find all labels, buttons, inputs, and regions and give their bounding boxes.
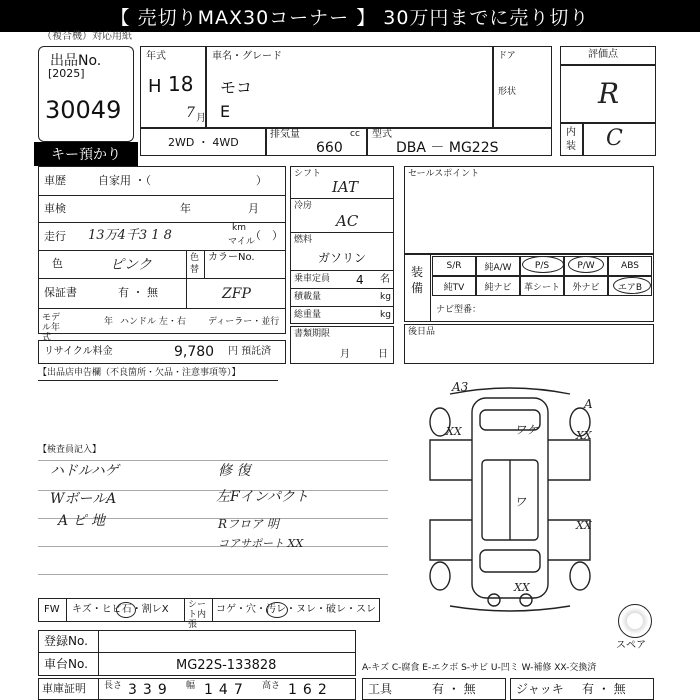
equipment-item: 外ナビ (564, 276, 608, 296)
color-no-label: カラーNo. (208, 252, 255, 263)
document-deadline-unit: 月 (340, 349, 350, 360)
airbag-circle (613, 277, 651, 294)
document-deadline-label: 書類期限 (294, 329, 331, 339)
mileage-label: 走行 (44, 230, 66, 243)
inspector-note-left-3: A ピ 地 (58, 513, 106, 529)
displacement-value: 660 (316, 140, 343, 156)
windshield-fw: FW (44, 604, 60, 615)
door-label: ドア (498, 51, 516, 61)
mileage-paren: （ ） (250, 229, 283, 242)
equipment-item: エアB (608, 276, 652, 296)
cut-header: （複合機）対応用紙 (42, 31, 132, 42)
color-no-value: ZFP (222, 286, 251, 302)
load-unit: kg (380, 292, 391, 302)
month-unit: 月 (196, 113, 206, 124)
tools-label: 工具 (368, 682, 393, 696)
spare-label: スペア (616, 640, 646, 651)
spare-tire-icon (618, 604, 652, 638)
navi-model-label: ナビ型番： (436, 305, 482, 315)
chassis-label: 車台No. (44, 657, 88, 671)
inspector-note-right-2: 左Fインパクト (216, 489, 309, 505)
inspector-label: 【検査員記入】 (38, 445, 102, 455)
car-damage-diagram (410, 380, 610, 616)
diagram-mark-xx-4: XX (514, 581, 530, 594)
pw-circle (568, 256, 604, 273)
fuel-label: 燃料 (294, 235, 313, 245)
inspector-note-left-2: WボールA (50, 491, 117, 507)
width-label: 幅 (186, 681, 196, 691)
drive-text: 2WD ・ 4WD (168, 136, 239, 149)
diagram-mark-xx-3: XX (576, 519, 592, 532)
seller-report-label: 【出品店申告欄（不良箇所・欠品・注意事項等）】 (38, 368, 241, 378)
diagram-mark-wa: ワ (514, 495, 527, 509)
car-grade: E (220, 102, 231, 121)
equipment-item: 純ナビ (476, 276, 520, 296)
height-label: 高さ (262, 681, 281, 691)
cooler-label: 冷房 (294, 201, 313, 211)
model-type-value: DBA － MG22S (396, 140, 499, 156)
lot-year-tag: [2025] (48, 67, 85, 80)
model-row-handle: ハンドル 左・右 (120, 317, 186, 327)
sales-point-box (404, 166, 654, 254)
color-change-label: 色替 (190, 253, 200, 275)
recycle-value: 9,780 (174, 344, 215, 360)
jack-label: ジャッキ (516, 682, 564, 696)
shift-value: IAT (332, 178, 358, 196)
model-row-dealer: ディーラー・並行 (208, 317, 280, 327)
inspector-note-right-3: Rフロア 明 (218, 517, 279, 531)
shift-label: シフト (294, 169, 322, 179)
banner: 【 売切りMAX30コーナー 】 30万円までに売り切り (0, 0, 700, 32)
length-value: 339 (128, 682, 173, 698)
mileage-unit-km: km (232, 223, 246, 233)
car-name-label: 車名・グレード (212, 51, 282, 62)
inspector-note-left-1: ハドルハゲ (50, 463, 119, 479)
hibi-circle (116, 602, 136, 618)
warranty-label: 保証書 (44, 286, 77, 299)
diagram-mark-xx-1: XX (446, 425, 462, 438)
inspection-month: 月 (248, 202, 259, 215)
weight-unit: kg (380, 310, 391, 320)
registration-label: 登録No. (44, 634, 88, 648)
mileage-value: 13万4千3 1 8 (88, 228, 172, 243)
history-value: 自家用 ・（ (98, 174, 151, 187)
inspection-label: 車検 (44, 202, 66, 215)
model-type-label: 型式 (372, 129, 392, 140)
inspector-note-right-4: コアサポート XX (218, 537, 304, 550)
weight-label: 総重量 (294, 310, 322, 320)
load-label: 積載量 (294, 292, 322, 302)
length-label: 長さ (104, 681, 123, 691)
evaluation-score: R (598, 77, 620, 110)
jack-value: 有 ・ 無 (582, 682, 626, 696)
equipment-item: P/S (520, 256, 564, 276)
windshield-items: キズ・ヒビ石・割レX (72, 604, 169, 615)
lot-label: 出品No. (50, 53, 102, 69)
equipment-item: ABS (608, 256, 652, 276)
model-row-label: モデル年式 (42, 313, 61, 343)
year-era: H (148, 76, 162, 97)
seat-label: 乗車定員 (294, 274, 331, 284)
history-label: 車歴 (44, 174, 66, 187)
document-deadline-day: 日 (378, 349, 388, 360)
equipment-item: 純TV (432, 276, 476, 296)
inspection-year: 年 (180, 202, 191, 215)
evaluation-label: 評価点 (588, 49, 618, 60)
recycle-label: リサイクル料金 (44, 346, 113, 357)
shape-label: 形状 (498, 87, 517, 97)
inspector-note-right-1: 修 復 (218, 463, 251, 479)
diagram-mark-a3: A3 (452, 380, 469, 394)
car-name: モコ (220, 78, 253, 97)
displacement-unit: cc (350, 129, 360, 139)
width-value: 147 (204, 682, 249, 698)
lot-number: 30049 (45, 96, 122, 124)
yogore-circle (266, 602, 288, 618)
cooler-value: AC (336, 212, 359, 230)
color-label: 色 (52, 257, 63, 270)
diagram-mark-wake: ワケ (514, 423, 539, 437)
equipment-item: P/W (564, 256, 608, 276)
history-close: ） (256, 174, 267, 187)
color-value: ピンク (110, 257, 152, 273)
key-badge: キー預かり (34, 142, 138, 166)
tools-value: 有 ・ 無 (432, 682, 476, 696)
height-value: 162 (288, 682, 333, 698)
equipment-item: S/R (432, 256, 476, 276)
equipment-item: 革シート (520, 276, 564, 296)
seat-unit: 名 (380, 274, 390, 285)
ps-circle (522, 256, 564, 273)
model-row-year: 年 (104, 317, 114, 327)
warranty-value: 有 ・ 無 (118, 286, 158, 299)
displacement-label: 排気量 (270, 129, 300, 140)
seat-interior-items: コゲ・穴・汚レ・ヌレ・破レ・スレ (216, 604, 376, 615)
equipment-label: 装備 (411, 265, 424, 295)
post-date-box (404, 324, 654, 364)
certificate-label: 車庫証明 (42, 682, 86, 695)
damage-legend: A-キズ C-腐食 E-エクボ S-サビ U-凹ミ W-補修 XX-交換済 (362, 663, 597, 673)
year-value: 18 (168, 72, 194, 96)
post-date-label: 後日品 (408, 327, 436, 337)
diagram-mark-a: A (584, 397, 593, 411)
month-value: 7 (186, 105, 195, 121)
interior-score: C (606, 126, 623, 151)
recycle-unit: 円 預託済 (228, 346, 272, 357)
interior-label: 内装 (566, 127, 576, 152)
year-label: 年式 (146, 51, 166, 62)
sales-point-label: セールスポイント (408, 169, 480, 179)
seat-interior-label: シート内張 (188, 600, 207, 630)
seat-value: 4 (356, 273, 364, 287)
chassis-value: MG22S-133828 (176, 658, 277, 673)
mileage-unit-mile: マイル (228, 237, 255, 247)
diagram-mark-xx-2: XX (576, 429, 592, 442)
fuel-value: ガソリン (318, 251, 367, 265)
equipment-item: 純A/W (476, 256, 520, 276)
